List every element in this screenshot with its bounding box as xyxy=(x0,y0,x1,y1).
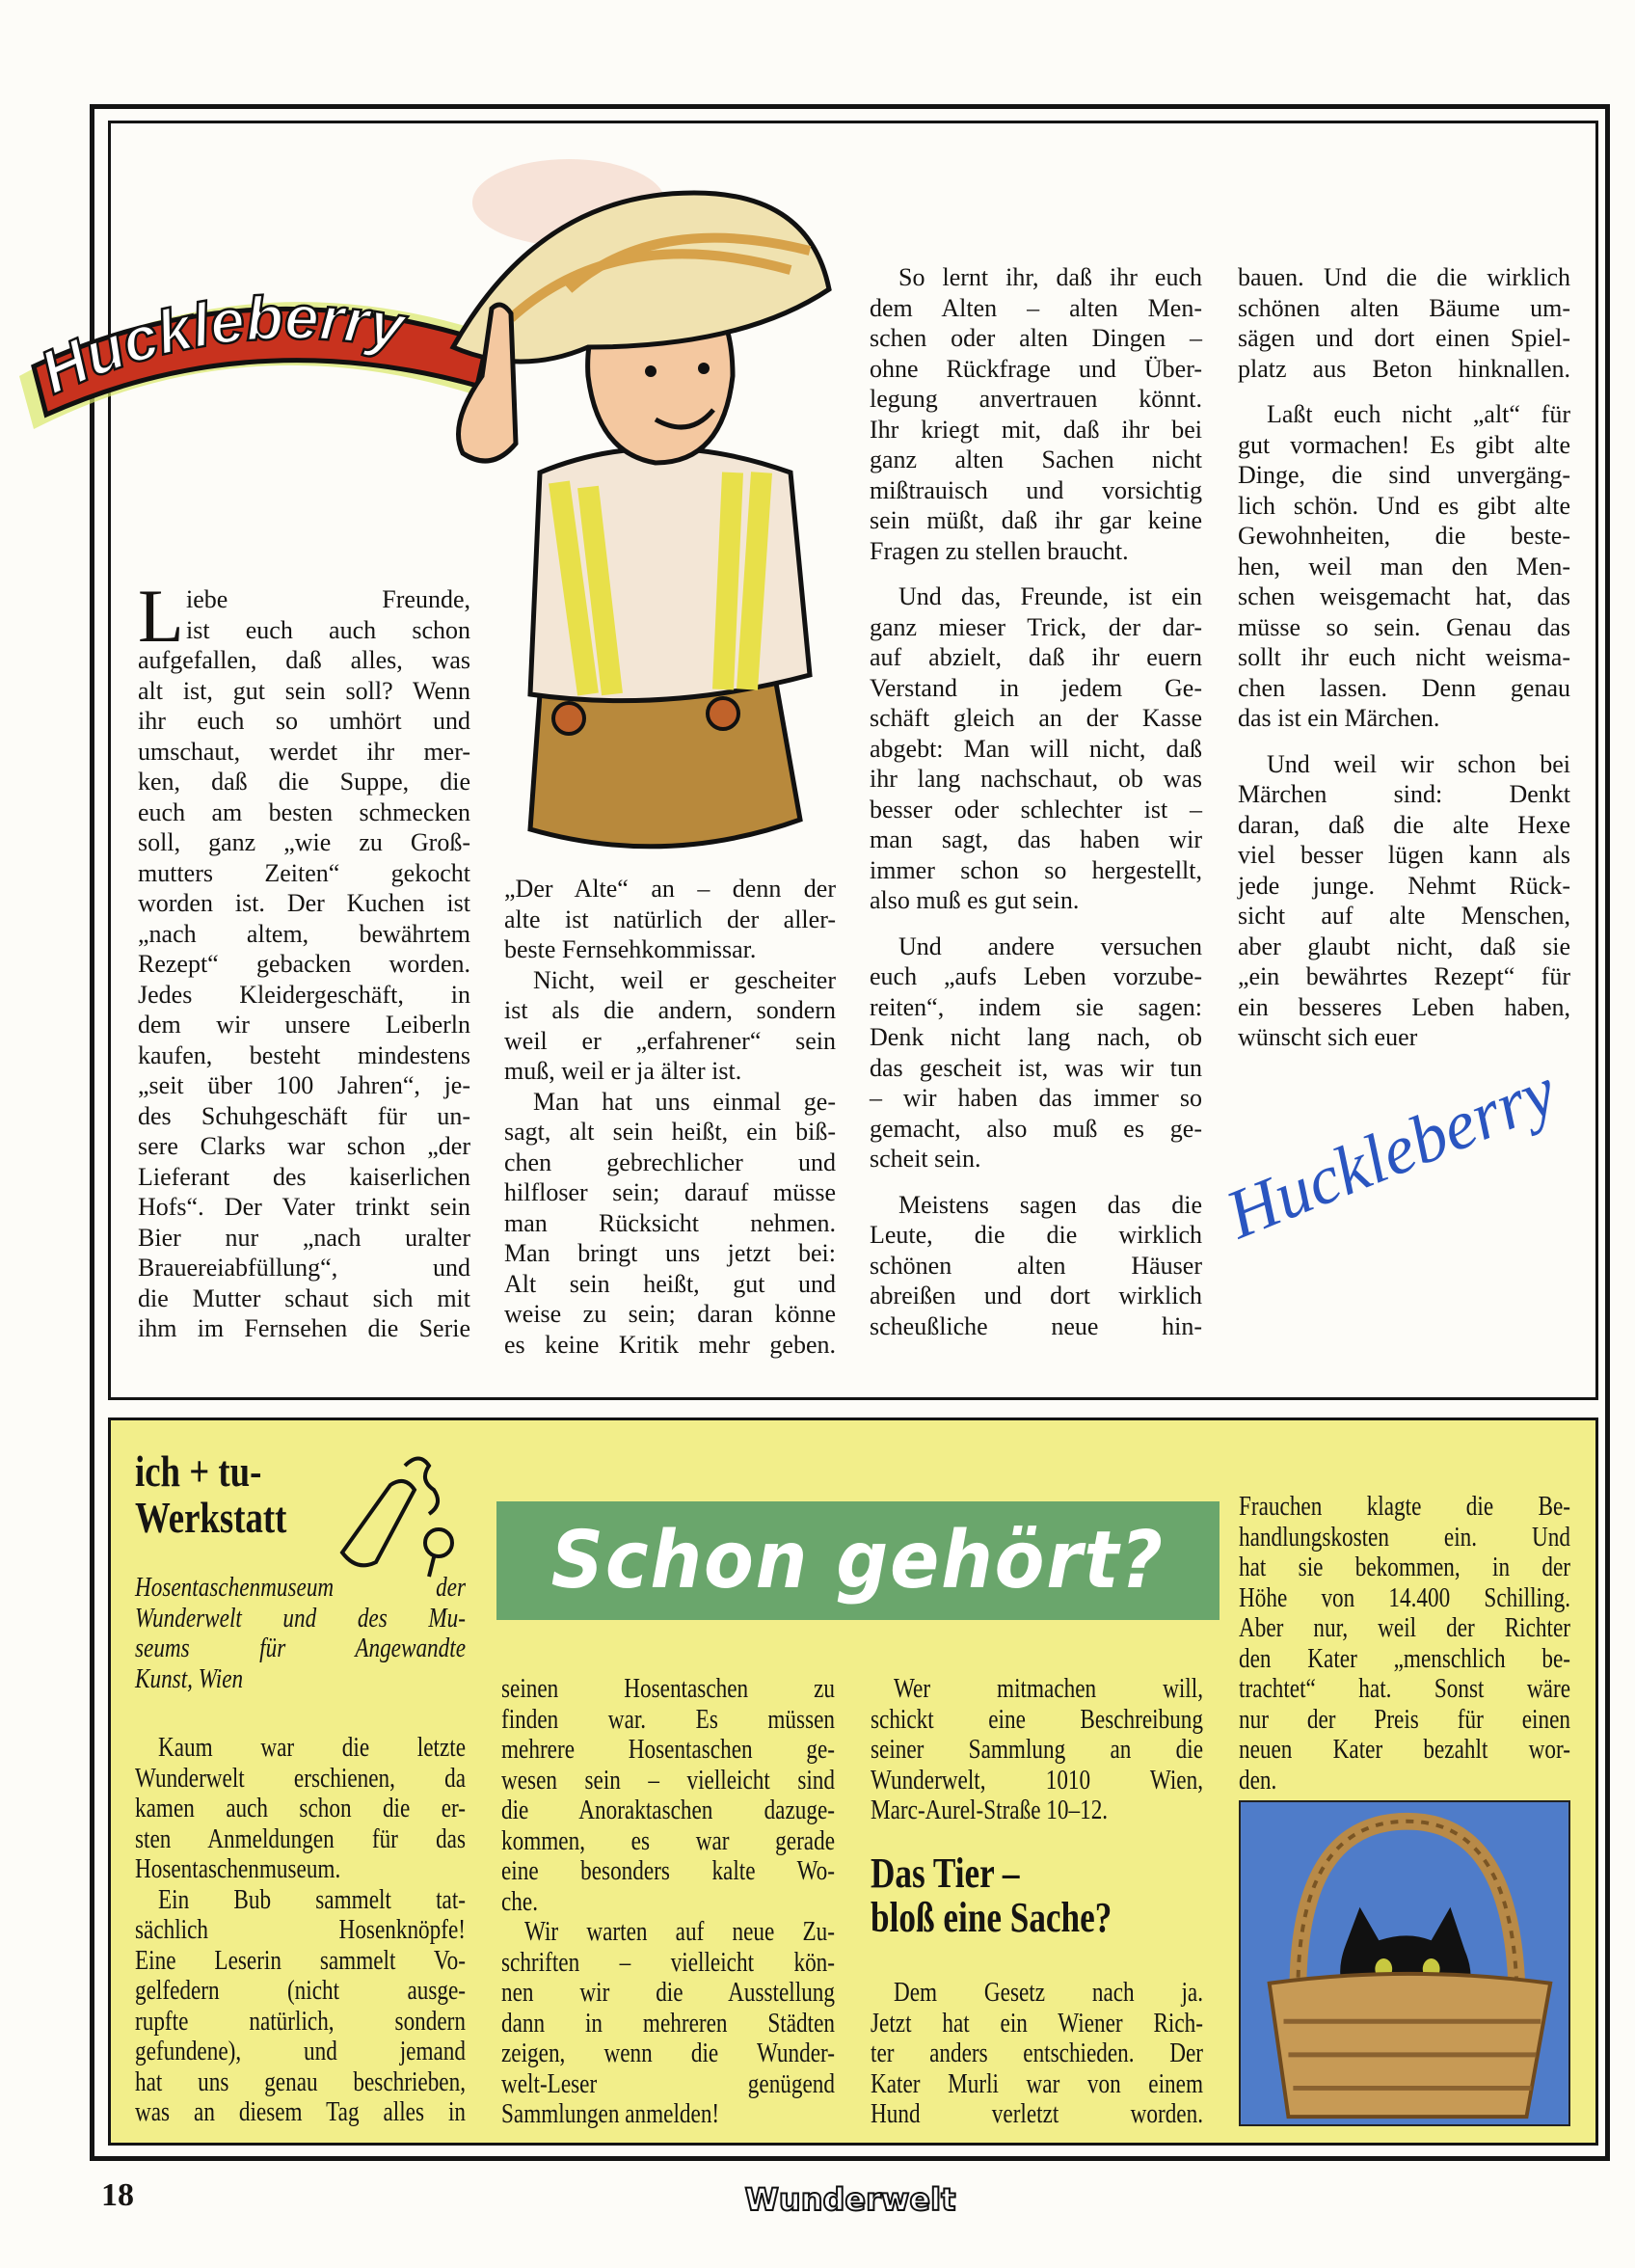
text-line: mißtrauisch und vorsichtig xyxy=(870,475,1202,504)
text-line: sicht auf alte Menschen, xyxy=(1238,902,1570,930)
text-line: also muß es gut sein. xyxy=(870,886,1080,914)
text-line: schönen alten Bäume um- xyxy=(1238,293,1570,322)
text-line: handlungskosten ein. Und xyxy=(1239,1521,1570,1552)
text-line: daran, daß die alte Hexe xyxy=(1238,810,1570,839)
das-tier-heading xyxy=(871,1851,1112,1940)
text-line: Eine Leserin sammelt Vo- xyxy=(135,1944,466,1976)
text-line: Ein Bub sammelt tat- xyxy=(158,1883,466,1915)
text-line: weise zu sein; daran könne xyxy=(504,1300,836,1328)
news-column-3 xyxy=(871,1978,1203,2130)
text-line: Sammlungen anmelden! xyxy=(501,2098,720,2129)
text-line: gelfedern (nicht ausge- xyxy=(135,1975,466,2006)
cat-in-basket-photo xyxy=(1239,1800,1570,2126)
article-column-2 xyxy=(504,874,836,1360)
huckleberry-illustration xyxy=(424,154,877,868)
text-line: seiner Sammlung an die xyxy=(871,1734,1203,1765)
text-line: das ist ein Märchen. xyxy=(1238,704,1440,732)
text-line: Märchen sind: Denkt xyxy=(1238,780,1570,808)
text-line: euch am besten schmecken xyxy=(138,797,470,826)
text-line: kommen, es war gerade xyxy=(501,1824,835,1856)
text-line: die Mutter schaut sich mit xyxy=(138,1283,470,1312)
text-line: Dinge, die sind unvergäng- xyxy=(1238,461,1570,489)
werkstatt-heading-line2: Werkstatt xyxy=(135,1493,287,1542)
text-line: sagt, alt sein heißt, ein biß- xyxy=(504,1118,836,1146)
paragraph-gap xyxy=(870,1174,1202,1190)
text-line: Alt sein heißt, gut und xyxy=(504,1269,836,1298)
article-column-1 xyxy=(138,574,470,1344)
text-line: Wunderwelt und des Mu- xyxy=(135,1602,466,1634)
news-column-4 xyxy=(1239,1492,1570,1796)
text-line: Marc-Aurel-Straße 10–12. xyxy=(871,1795,1109,1825)
text-line: abgebt: Man will nicht, daß xyxy=(870,734,1202,763)
text-line: hen, weil man den Men- xyxy=(1238,552,1570,580)
text-line: Ihr kriegt mit, daß ihr bei xyxy=(870,415,1202,444)
text-line: mutters Zeiten“ gekocht xyxy=(138,858,470,887)
text-line: es keine Kritik mehr geben. xyxy=(504,1330,836,1359)
text-line: Jedes Kleidergeschäft, in xyxy=(138,980,470,1009)
text-line: jede junge. Nehmt Rück- xyxy=(1238,871,1570,900)
text-line: Hund verletzt worden. xyxy=(871,2098,1203,2129)
werkstatt-heading-line1: ich + tu- xyxy=(135,1446,262,1496)
text-line: ganz alten Sachen nicht xyxy=(870,446,1202,473)
werkstatt-column-3 xyxy=(871,1674,1203,1826)
text-line: Und weil wir schon bei xyxy=(1267,749,1570,778)
text-line: sägen und dort einen Spiel- xyxy=(1238,324,1570,352)
text-line: neuen Kater bezahlt wor- xyxy=(1239,1734,1570,1765)
text-line: eine besonders kalte Wo- xyxy=(501,1855,835,1886)
text-line: auf abzielt, daß ihr euern xyxy=(870,643,1202,671)
text-line: dem Alten – alten Men- xyxy=(870,293,1202,322)
text-line: Nicht, weil er gescheiter xyxy=(533,965,836,994)
text-line: wünscht sich euer xyxy=(1238,1023,1418,1051)
text-line: schickt eine Beschreibung xyxy=(871,1703,1203,1735)
text-line: Jetzt hat ein Wiener Rich- xyxy=(871,2007,1203,2038)
text-line: Aber nur, weil der Richter xyxy=(1239,1612,1570,1643)
text-line: kaufen, besteht mindestens xyxy=(138,1040,470,1069)
text-line: zeigen, wenn die Wunder- xyxy=(501,2038,835,2068)
text-line: weil er „erfahrener“ sein xyxy=(504,1026,836,1055)
text-line: Wer mitmachen will, xyxy=(894,1673,1203,1704)
text-line: euch „aufs Leben vorzube- xyxy=(870,962,1202,990)
text-line: Gewohnheiten, die beste- xyxy=(1238,522,1570,550)
text-line: was an diesem Tag alles in xyxy=(135,2096,466,2127)
text-line: Laßt euch nicht „alt“ für xyxy=(1267,400,1570,428)
das-tier-heading-line1: Das Tier – xyxy=(871,1850,1020,1897)
text-line: beste Fernsehkommissar. xyxy=(504,935,757,963)
text-line: ken, daß die Suppe, die xyxy=(138,768,470,796)
text-line: Man hat uns einmal ge- xyxy=(533,1087,836,1116)
text-line: Verstand in jedem Ge- xyxy=(870,673,1202,702)
text-line: Man bringt uns jetzt bei: xyxy=(504,1239,836,1267)
text-line: „seit über 100 Jahren“, je- xyxy=(138,1071,470,1099)
text-line: das gescheit ist, was wir tun xyxy=(870,1053,1202,1082)
text-line: sere Clarks war schon „der xyxy=(138,1132,470,1160)
text-line: kamen auch schon die er- xyxy=(135,1793,466,1823)
text-line: Leute, die die wirklich xyxy=(870,1221,1202,1249)
text-line: chen lassen. Denn genau xyxy=(1238,673,1570,702)
text-line: Wunderwelt erschienen, da xyxy=(135,1762,466,1794)
text-line: man Rücksicht nehmen. xyxy=(504,1208,836,1237)
text-line: chen gebrechlicher und xyxy=(504,1148,836,1176)
text-line: Wunderwelt, 1010 Wien, xyxy=(871,1764,1203,1796)
text-line: Und das, Freunde, ist ein xyxy=(898,582,1202,610)
text-line: dann in mehreren Städten xyxy=(501,2007,835,2038)
text-line: wesen sein – vielleicht sind xyxy=(501,1764,835,1796)
text-line: Kater Murli war von einem xyxy=(871,2067,1203,2099)
text-line: besser oder schlechter ist – xyxy=(870,795,1202,824)
craft-tools-icon xyxy=(323,1446,468,1577)
text-line: man sagt, das haben wir xyxy=(870,825,1202,853)
text-line: hilfloser sein; darauf müsse xyxy=(504,1178,836,1206)
text-line: legung anvertrauen könnt. xyxy=(870,385,1202,413)
huckleberry-signature xyxy=(1216,1051,1576,1268)
text-line: Brauereiabfüllung“, und xyxy=(138,1254,470,1282)
text-line: Denk nicht lang nach, ob xyxy=(870,1023,1202,1051)
text-line: immer schon so hergestellt, xyxy=(870,855,1202,884)
footer-logo-text: Wunderwelt xyxy=(744,2181,956,2218)
werkstatt-subtitle xyxy=(135,1573,466,1694)
text-line: bauen. Und die die wirklich xyxy=(1238,263,1570,291)
text-line: Rezept“ gebacken worden. xyxy=(138,950,470,978)
text-line: Frauchen klagte die Be- xyxy=(1239,1491,1570,1522)
text-line: rupfte natürlich, sondern xyxy=(135,2005,466,2037)
text-line: scheußliche neue hin- xyxy=(870,1311,1202,1340)
text-line: Kaum war die letzte xyxy=(158,1732,466,1763)
text-line: iebe Freunde, xyxy=(186,585,470,613)
svg-text:Huckleberry xyxy=(30,283,412,407)
text-line: müsse so sein. Genau das xyxy=(1238,612,1570,641)
text-line: gefundene), und jemand xyxy=(135,2036,466,2066)
text-line: gut vormachen! Es gibt alte xyxy=(1238,430,1570,459)
text-line: gemacht, also muß es ge- xyxy=(870,1114,1202,1143)
paragraph-gap xyxy=(1238,734,1570,749)
werkstatt-column-2 xyxy=(501,1674,835,2130)
text-line: ihr lang nachschaut, ob was xyxy=(870,765,1202,793)
text-line: Hosentaschenmuseum. xyxy=(135,1853,341,1884)
text-line: ohne Rückfrage und Über- xyxy=(870,354,1202,383)
text-line: alt ist, gut sein soll? Wenn xyxy=(138,676,470,705)
schon-gehoert-banner xyxy=(496,1501,1220,1620)
text-line: seums für Angewandte xyxy=(135,1633,466,1663)
text-line: alte ist natürlich der aller- xyxy=(504,904,836,933)
text-line: ist als die andern, sondern xyxy=(504,996,836,1024)
text-line: Fragen zu stellen braucht. xyxy=(870,536,1129,565)
text-line: finden war. Es müssen xyxy=(501,1703,835,1735)
text-line: den Kater „menschlich be- xyxy=(1239,1642,1570,1674)
text-line: sollt ihr euch nicht weisma- xyxy=(1238,643,1570,671)
text-line: muß, weil er ja älter ist. xyxy=(504,1057,742,1085)
text-line: Hosentaschenmuseum der xyxy=(135,1572,466,1603)
text-line: sein müßt, daß ihr gar keine xyxy=(870,506,1202,534)
text-line: Meistens sagen das die xyxy=(898,1190,1202,1219)
text-line: hat sie bekommen, in der xyxy=(1239,1552,1570,1582)
text-line: – wir haben das immer so xyxy=(870,1084,1202,1112)
text-line: aufgefallen, daß alles, was xyxy=(138,646,470,674)
werkstatt-heading xyxy=(135,1448,286,1541)
text-line: schönen alten Häuser xyxy=(870,1251,1202,1280)
text-line: abreißen und dort wirklich xyxy=(870,1282,1202,1310)
text-line: dem wir unsere Leiberln xyxy=(138,1011,470,1039)
text-line: Hofs“. Der Vater trinkt sein xyxy=(138,1193,470,1221)
text-line: Und andere versuchen xyxy=(898,932,1202,960)
text-line: welt-Leser genügend xyxy=(501,2067,835,2099)
text-line: nur der Preis für einen xyxy=(1239,1703,1570,1735)
text-line: ihm im Fernsehen die Serie xyxy=(138,1314,470,1342)
text-line: lich schön. Und es gibt alte xyxy=(1238,491,1570,520)
text-line: des Schuhgeschäft für un- xyxy=(138,1101,470,1130)
text-line: Dem Gesetz nach ja. xyxy=(894,1977,1203,2008)
text-line: trachtet“ hat. Sonst wäre xyxy=(1239,1673,1570,1704)
logo-text: Huckleberry xyxy=(30,282,410,408)
text-line: ein besseres Leben haben, xyxy=(1238,992,1570,1021)
text-line: „nach altem, bewährtem xyxy=(138,919,470,948)
banner-title: Schon gehört? xyxy=(550,1515,1166,1606)
werkstatt-column-1 xyxy=(135,1733,466,2128)
text-line: Wir warten auf neue Zu- xyxy=(524,1916,835,1947)
text-line: seinen Hosentaschen zu xyxy=(501,1673,835,1704)
text-line: sächlich Hosenknöpfe! xyxy=(135,1914,466,1945)
text-line: worden ist. Der Kuchen ist xyxy=(138,889,470,917)
article-column-4 xyxy=(1238,262,1570,1053)
page-number: 18 xyxy=(101,2177,134,2213)
text-line: schen weisgemacht hat, das xyxy=(1238,582,1570,610)
text-line: aber glaubt nicht, daß sie xyxy=(1238,932,1570,960)
paragraph-gap xyxy=(870,566,1202,581)
text-line: che. xyxy=(501,1885,538,1917)
text-line: Lieferant des kaiserlichen xyxy=(138,1162,470,1191)
text-line: mehrere Hosentaschen ge- xyxy=(501,1734,835,1765)
drop-cap: L xyxy=(138,574,184,658)
text-line: nen wir die Ausstellung xyxy=(501,1977,835,2008)
text-line: Höhe von 14.400 Schilling. xyxy=(1239,1581,1570,1613)
paragraph-gap xyxy=(870,916,1202,932)
text-line: Bier nur „nach uralter xyxy=(138,1223,470,1252)
text-line: platz aus Beton hinknallen. xyxy=(1238,354,1570,383)
signature-text: Huckleberry xyxy=(1216,1051,1567,1254)
text-line: soll, ganz „wie zu Groß- xyxy=(138,828,470,856)
text-line: ganz mieser Trick, der dar- xyxy=(870,612,1202,641)
das-tier-heading-line2: bloß eine Sache? xyxy=(871,1894,1112,1941)
text-line: So lernt ihr, daß ihr euch xyxy=(898,263,1202,291)
text-line: viel besser lügen kann als xyxy=(1238,841,1570,869)
text-line: sten Anmeldungen für das xyxy=(135,1822,466,1854)
text-line: „Der Alte“ an – denn der xyxy=(504,875,836,903)
text-line: hat uns genau beschrieben, xyxy=(135,2066,466,2097)
text-line: die Anoraktaschen dazuge- xyxy=(501,1795,835,1825)
text-line: schen oder alten Dingen – xyxy=(870,324,1202,352)
wunderwelt-footer-logo xyxy=(744,2177,956,2220)
text-line: schriften – vielleicht kön- xyxy=(501,1946,835,1978)
text-line: schäft gleich an der Kasse xyxy=(870,704,1202,732)
text-line: ist euch auch schon xyxy=(186,615,470,644)
text-line: den. xyxy=(1239,1764,1277,1796)
text-line: ter anders entschieden. Der xyxy=(871,2038,1203,2068)
paragraph-gap xyxy=(1238,384,1570,399)
text-line: reiten“, indem sie sagen: xyxy=(870,992,1202,1021)
text-line: scheit sein. xyxy=(870,1145,981,1173)
text-line: „ein bewährtes Rezept“ für xyxy=(1238,962,1570,990)
text-line: ihr euch so umhört und xyxy=(138,707,470,735)
text-line: Kunst, Wien xyxy=(135,1662,244,1694)
article-column-3 xyxy=(870,262,1202,1341)
text-line: umschaut, werdet ihr mer- xyxy=(138,737,470,766)
